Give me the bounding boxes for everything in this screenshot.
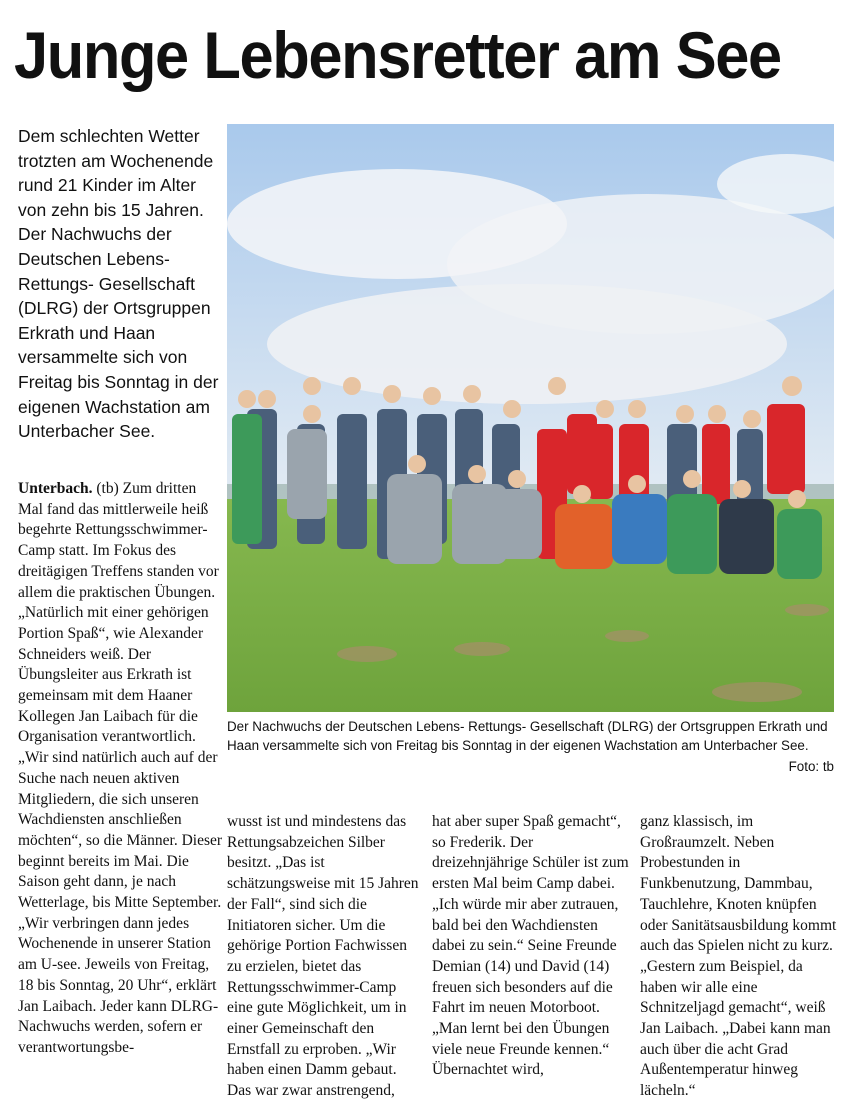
column-4-text: ganz klassisch, im Großraumzelt. Neben Probestunden in Funkbenutzung, Dammbau, Tauchlehre, Knoten knüpfen oder Sanitätsausbildung kommt auch das Spielen nicht zu kurz. „Gestern zum Beispiel, da haben wir alle eine Schnitzeljagd gemacht“, weiß Jan Laibach. „Dabei kann man auch über die acht Grad Außentemperatur hinweg lächeln.“ [640, 813, 837, 1100]
article-column-2 [227, 812, 424, 1102]
dirt-patch [454, 642, 510, 656]
dirt-patch [605, 630, 649, 642]
article-headline: Junge Lebensretter am See [14, 18, 781, 92]
dirt-patch [337, 646, 397, 662]
photo-credit: Foto: tb [788, 759, 834, 774]
photo-caption: Der Nachwuchs der Deutschen Lebens- Rettungs- Gesellschaft (DLRG) der Ortsgruppen Erkrath und Haan versammelte sich von Freitag bis Sonntag in der eigenen Wachstation am Unterbacher See. [227, 719, 828, 753]
dirt-patch [712, 682, 802, 702]
group-photo [227, 124, 834, 712]
article-column-3 [432, 812, 632, 1081]
group-photo-illustration [227, 124, 834, 712]
dirt-patch [785, 604, 829, 616]
article-column-1 [18, 479, 223, 1059]
column-1-paragraph [18, 479, 223, 1059]
column-1-text: (tb) Zum dritten Mal fand das mittlerweile heiß begehrte Rettungsschwimmer- Camp statt. Im Fokus des dreitägigen Treffens standen vor allem die praktischen Übungen. „Natürlich mit einer gehörigen Portion Spaß“, wie Alexander Schneiders weiß. Der Übungsleiter aus Erkrath ist gemeinsam mit dem Haaner Kollegen Jan Laibach für die Organisation verantwortlich. „Wir sind natürlich auch auf der Suche nach neuen aktiven Mitgliedern, die sich unseren Wachdiensten anschließen möchten“, so die Männer. Dieser beginnt bereits im Mai. Die Saison geht dann, je nach Wetterlage, bis Mitte September. „Wir verbringen dann jedes Wochenende in unserer Station am U-see. Jeweils von Freitag, 18 bis Sonntag, 20 Uhr“, erklärt Jan Laibach. Jeder kann DLRG-Nachwuchs werden, sofern er verantwortungsbe- [18, 480, 223, 1056]
column-3-text: hat aber super Spaß gemacht“, so Frederik. Der dreizehnjährige Schüler ist zum ersten Mal beim Camp dabei. „Ich würde mir aber zutrauen, bald bei den Wachdiensten dabei zu sein.“ Seine Freunde Demian (14) und David (14) freuen sich besonders auf die Fahrt im neuen Motorboot. „Man lernt bei den Übungen viele neue Freunde kennen.“ Übernachtet wird, [432, 813, 629, 1079]
lead-paragraph: Dem schlechten Wetter trotzten am Wochenende rund 21 Kinder im Alter von zehn bis 15 Jahren. Der Nachwuchs der Deutschen Lebens- Rettungs- Gesellschaft (DLRG) der Ortsgruppen Erkrath und Haan versammelte sich von Freitag bis Sonntag in der eigenen Wachstation am Unterbacher See. [18, 126, 219, 442]
dateline: Unterbach. [18, 480, 93, 497]
article-lead [18, 124, 223, 444]
column-2-text: wusst ist und mindestens das Rettungsabzeichen Silber besitzt. „Das ist schätzungsweise mit 15 Jahren der Fall“, sind sich die Initiatoren sicher. Um die gehörige Portion Fachwissen zu erzielen, bietet das Rettungsschwimmer-Camp eine gute Möglichkeit, um in einer Gemeinschaft den Ernstfall zu erproben. „Wir haben einen Damm gebaut. Das war zwar anstrengend, [227, 813, 419, 1100]
article-column-4 [640, 812, 840, 1102]
